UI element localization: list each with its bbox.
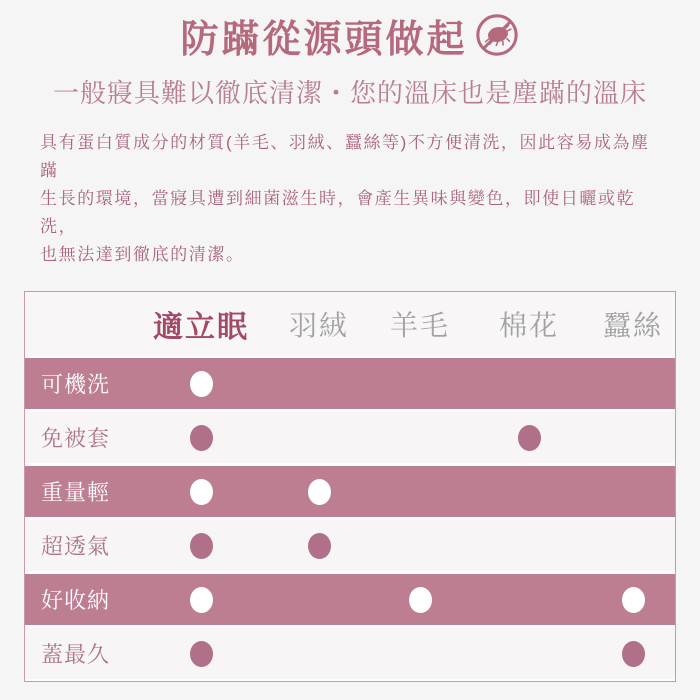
feature-cell: [373, 628, 467, 679]
feature-cell: [373, 574, 467, 625]
feature-dot-icon: [190, 371, 213, 397]
row-label: 可機洗: [41, 372, 111, 397]
body-line: 也無法達到徹底的清潔。: [40, 245, 245, 264]
column-header-2: 羽絨: [288, 310, 349, 341]
column-header-4: 棉花: [498, 310, 559, 341]
body-paragraph: [40, 129, 662, 269]
feature-cell: [591, 628, 675, 679]
feature-cell: [467, 358, 591, 409]
table-body: [25, 356, 675, 681]
feature-cell: [591, 520, 675, 571]
feature-cell: [265, 628, 373, 679]
body-line: 具有蛋白質成分的材質(羊毛、羽絨、蠶絲等)不方便清洗，因此容易成為塵蹣: [40, 133, 650, 180]
feature-cell: [265, 520, 373, 571]
feature-cell: [591, 574, 675, 625]
feature-dot-icon: [518, 425, 541, 451]
row-label: 好收納: [41, 588, 111, 613]
feature-dot-icon: [190, 587, 213, 613]
feature-dot-icon: [622, 641, 645, 667]
feature-cell: [137, 466, 265, 517]
feature-cell: [467, 466, 591, 517]
feature-dot-icon: [190, 641, 213, 667]
feature-cell: [467, 412, 591, 463]
feature-cell: [137, 520, 265, 571]
table-row: [25, 412, 675, 463]
subtitle: 一般寢具難以徹底清潔・您的溫床也是塵蹣的溫床: [52, 78, 647, 108]
table-row: [25, 628, 675, 679]
feature-dot-icon: [308, 533, 331, 559]
table-header-row: [25, 292, 675, 356]
feature-dot-icon: [190, 425, 213, 451]
feature-cell: [591, 466, 675, 517]
feature-cell: [137, 574, 265, 625]
column-header-5: 蠶絲: [602, 310, 663, 341]
feature-dot-icon: [409, 587, 432, 613]
column-header-1: 適立眠: [153, 311, 249, 344]
feature-cell: [373, 358, 467, 409]
feature-cell: [137, 628, 265, 679]
table-row: [25, 358, 675, 409]
feature-cell: [265, 358, 373, 409]
page-title: 防蹣從源頭做起: [180, 18, 468, 61]
row-label: 蓋最久: [41, 642, 111, 667]
comparison-table: [24, 291, 676, 682]
page-header: [0, 0, 700, 61]
feature-cell: [137, 412, 265, 463]
feature-dot-icon: [308, 479, 331, 505]
feature-cell: [591, 358, 675, 409]
row-label: 免被套: [41, 426, 111, 451]
no-mite-icon: [474, 12, 520, 58]
feature-cell: [265, 574, 373, 625]
feature-cell: [373, 520, 467, 571]
feature-cell: [373, 466, 467, 517]
feature-dot-icon: [190, 479, 213, 505]
feature-dot-icon: [190, 533, 213, 559]
feature-cell: [137, 358, 265, 409]
feature-cell: [467, 574, 591, 625]
feature-cell: [467, 628, 591, 679]
feature-cell: [265, 466, 373, 517]
feature-dot-icon: [622, 587, 645, 613]
feature-cell: [373, 412, 467, 463]
body-line: 生長的環境，當寢具遭到細菌滋生時，會產生異味與變色，即使日曬或乾洗，: [40, 189, 636, 236]
table-row: [25, 466, 675, 517]
feature-cell: [591, 412, 675, 463]
column-header-3: 羊毛: [389, 310, 450, 341]
feature-cell: [265, 412, 373, 463]
row-label: 超透氣: [41, 534, 111, 559]
row-label: 重量輕: [41, 480, 111, 505]
table-row: [25, 574, 675, 625]
table-row: [25, 520, 675, 571]
feature-cell: [467, 520, 591, 571]
